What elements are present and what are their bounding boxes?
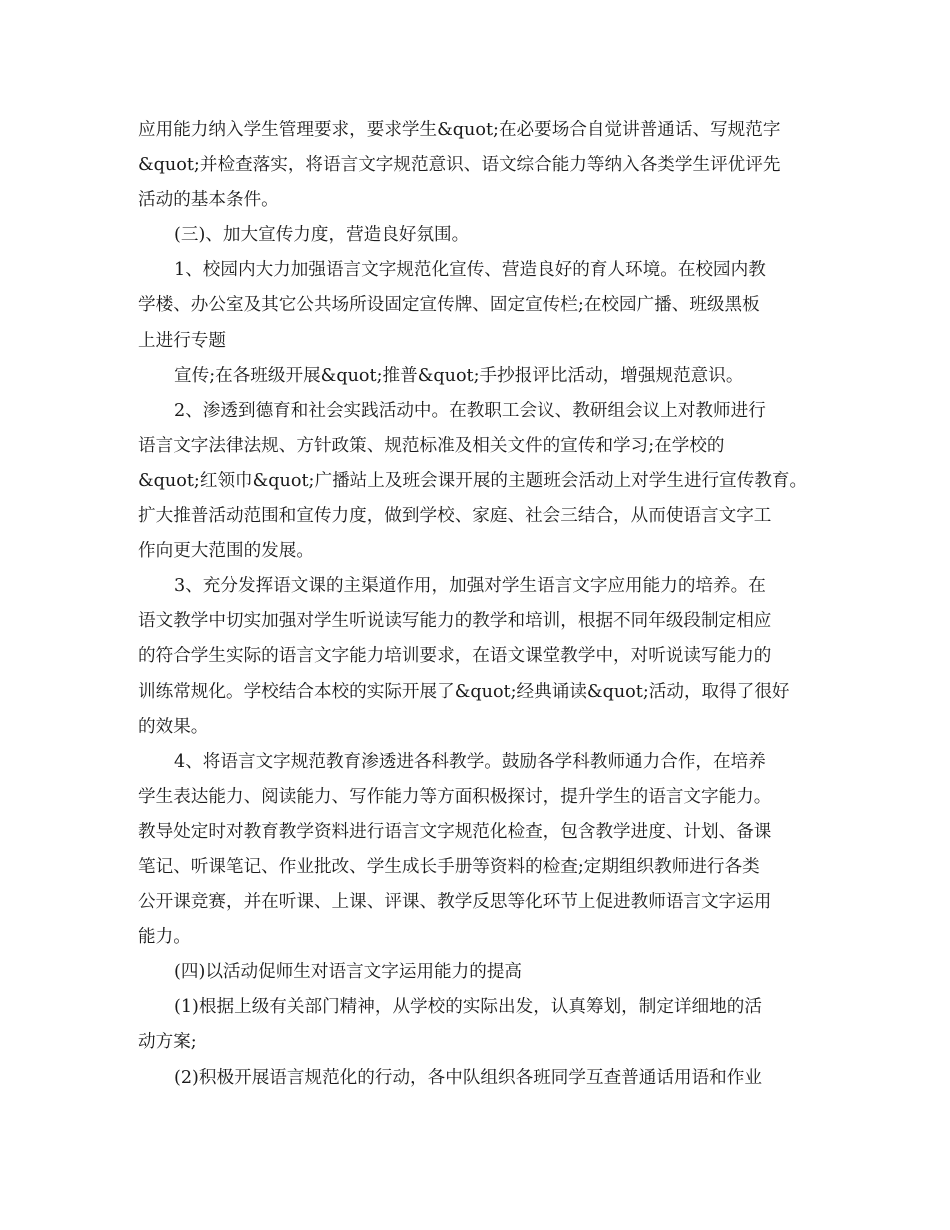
text-line: 活动的基本条件。: [138, 190, 279, 211]
text-line: 笔记、听课笔记、作业批改、学生成长手册等资料的检查;定期组织教师进行各类: [138, 856, 760, 877]
text-line: 3、充分发挥语文课的主渠道作用，加强对学生语言文字应用能力的培养。在: [174, 576, 766, 597]
text-line: 宣传;在各班级开展&quot;推普&quot;手抄报评比活动，增强规范意识。: [174, 365, 744, 386]
text-line: 扩大推普活动范围和宣传力度，做到学校、家庭、社会三结合，从而使语言文字工: [138, 506, 772, 527]
text-line: 学生表达能力、阅读能力、写作能力等方面积极探讨，提升学生的语言文字能力。: [138, 786, 772, 807]
text-line: 的符合学生实际的语言文字能力培训要求，在语文课堂教学中，对听说读写能力的: [138, 646, 772, 667]
text-line: 作向更大范围的发展。: [138, 541, 314, 562]
text-line: (四)以活动促师生对语言文字运用能力的提高: [174, 962, 523, 983]
text-line: &quot;红领巾&quot;广播站上及班会课开展的主题班会活动上对学生进行宣传教育。: [138, 470, 808, 491]
text-line: 学楼、办公室及其它公共场所设固定宣传牌、固定宣传栏;在校园广播、班级黑板: [138, 295, 760, 316]
text-line: 语言文字法律法规、方针政策、规范标准及相关文件的宣传和学习;在学校的: [138, 435, 725, 456]
text-line: 4、将语言文字规范教育渗透进各科教学。鼓励各学科教师通力合作，在培养: [174, 751, 766, 772]
text-line: 的效果。: [138, 716, 209, 737]
text-line: 2、渗透到德育和社会实践活动中。在教职工会议、教研组会议上对教师进行: [174, 400, 766, 421]
text-line: (1)根据上级有关部门精神，从学校的实际出发，认真筹划，制定详细地的活: [174, 997, 762, 1018]
text-line: 应用能力纳入学生管理要求，要求学生&quot;在必要场合自觉讲普通话、写规范字: [138, 120, 781, 140]
text-line: 公开课竞赛，并在听课、上课、评课、教学反思等化环节上促进教师语言文字运用: [138, 892, 772, 913]
text-line: (三)、加大宣传力度，营造良好氛围。: [174, 225, 470, 246]
text-line: 1、校园内大力加强语言文字规范化宣传、营造良好的育人环境。在校园内教: [174, 260, 766, 281]
text-line: 动方案;: [138, 1032, 197, 1053]
text-line: (2)积极开展语言规范化的行动，各中队组织各班同学互查普通话用语和作业: [174, 1067, 762, 1088]
document-body: [138, 113, 818, 1096]
text-line: 训练常规化。学校结合本校的实际开展了&quot;经典诵读&quot;活动，取得了很好: [138, 681, 790, 702]
text-line: &quot;并检查落实，将语言文字规范意识、语文综合能力等纳入各类学生评优评先: [138, 155, 781, 176]
text-line: 能力。: [138, 927, 191, 948]
text-line: 上进行专题: [138, 330, 226, 351]
text-line: 教导处定时对教育教学资料进行语言文字规范化检查，包含教学进度、计划、备课: [138, 821, 772, 842]
text-line: 语文教学中切实加强对学生听说读写能力的教学和培训，根据不同年级段制定相应: [138, 611, 772, 632]
